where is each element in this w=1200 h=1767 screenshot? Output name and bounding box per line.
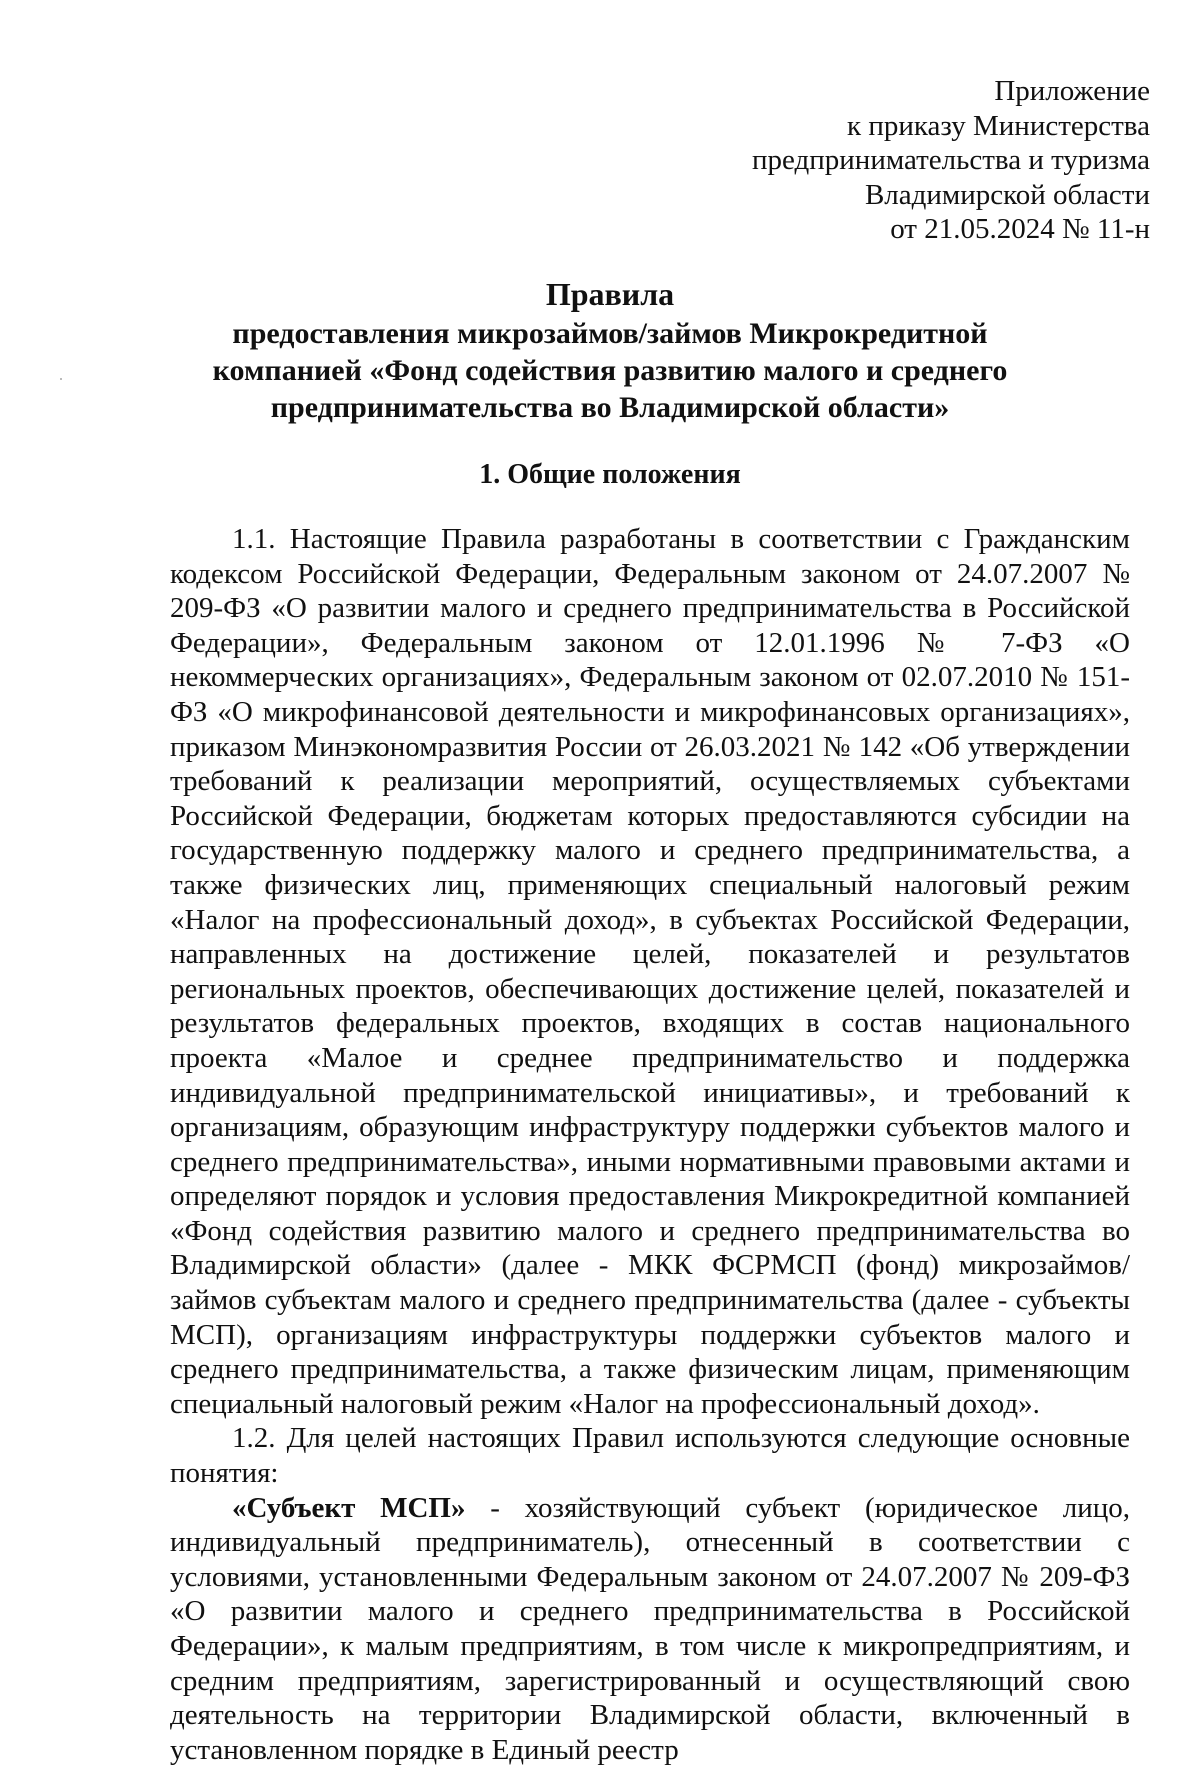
title-main: Правила <box>545 276 675 312</box>
paragraph-1-1: 1.1. Настоящие Правила разработаны в соответствии с Гражданским кодексом Российской Федерации, Федеральным законом от 24.07.2007 № 209-ФЗ «О развитии малого и среднего предпринимательства в Российской Федерации», Федеральным законом от 12.01.1996 № 7-ФЗ «О некоммерческих организациях», Федеральным законом от 02.07.2010 № 151-ФЗ «О микрофинансовой деятельности и микрофинансовых организациях», приказом Минэкономразвития России от 26.03.2021 № 142 «Об утверждении требований к реализации мероприятий, осуществляемых субъектами Российской Федерации, бюджетам которых предоставляются субсидии на государственную поддержку малого и среднего предпринимательства, а также физических лиц, применяющих специальный налоговый режим «Налог на профессиональный доход», в субъектах Российской Федерации, направленных на достижение целей, показателей и результатов региональных проектов, обеспечивающих достижение целей, показателей и результатов федеральных проектов, входящих в состав национального проекта «Малое и среднее предпринимательство и поддержка индивидуальной предпринимательской инициативы», и требований к организациям, образующим инфраструктуру поддержки субъектов малого и среднего предпринимательства», иными нормативными правовыми актами и определяют порядок и условия предоставления Микрокредитной компанией «Фонд содействия развитию малого и среднего предпринимательства во Владимирской области» (далее - МКК ФСРМСП (фонд) микрозаймов/займов субъектам малого и среднего предпринимательства (далее - субъекты МСП), организациям инфраструктуры поддержки субъектов малого и среднего предпринимательства, а также физическим лицам, применяющим специальный налоговый режим «Налог на профессиональный доход». <box>170 523 1130 1420</box>
paragraph-1-2: 1.2. Для целей настоящих Правил используются следующие основные понятия: <box>170 1422 1130 1490</box>
appendix-line: к приказу Министерства <box>847 109 1150 142</box>
appendix-line: Владимирской области <box>864 178 1150 211</box>
document-title <box>130 276 1090 426</box>
definition-msp <box>170 1491 1130 1767</box>
title-line: предпринимательства во Владимирской области» <box>270 391 950 424</box>
appendix-line: Приложение <box>994 75 1150 107</box>
section-body <box>170 522 1130 1767</box>
title-line: предоставления микрозаймов/займов Микрокредитной <box>232 317 988 350</box>
appendix-line: от 21.05.2024 № 11-н <box>890 213 1150 245</box>
section-heading: 1. Общие положения <box>479 459 741 490</box>
title-line: компанией «Фонд содействия развитию малого и среднего <box>212 354 1008 387</box>
appendix-header <box>630 74 1150 247</box>
appendix-line: предпринимательства и туризма <box>752 144 1150 176</box>
scan-speck <box>60 378 62 380</box>
term-msp: «Субъект МСП» <box>232 1491 466 1524</box>
term-msp-definition: - хозяйствующий субъект (юридическое лицо, индивидуальный предприниматель), отнесенный в соответствии с условиями, установленными Федеральным законом от 24.07.2007 № 209-ФЗ «О развитии малого и среднего предпринимательства в Российской Федерации», к малым предприятиям, в том числе к микропредприятиям, и средним предприятиям, зарегистрированный и осуществляющий свою деятельность на территории Владимирской области, включенный в установленном порядке в Единый реестр <box>170 1491 1130 1766</box>
